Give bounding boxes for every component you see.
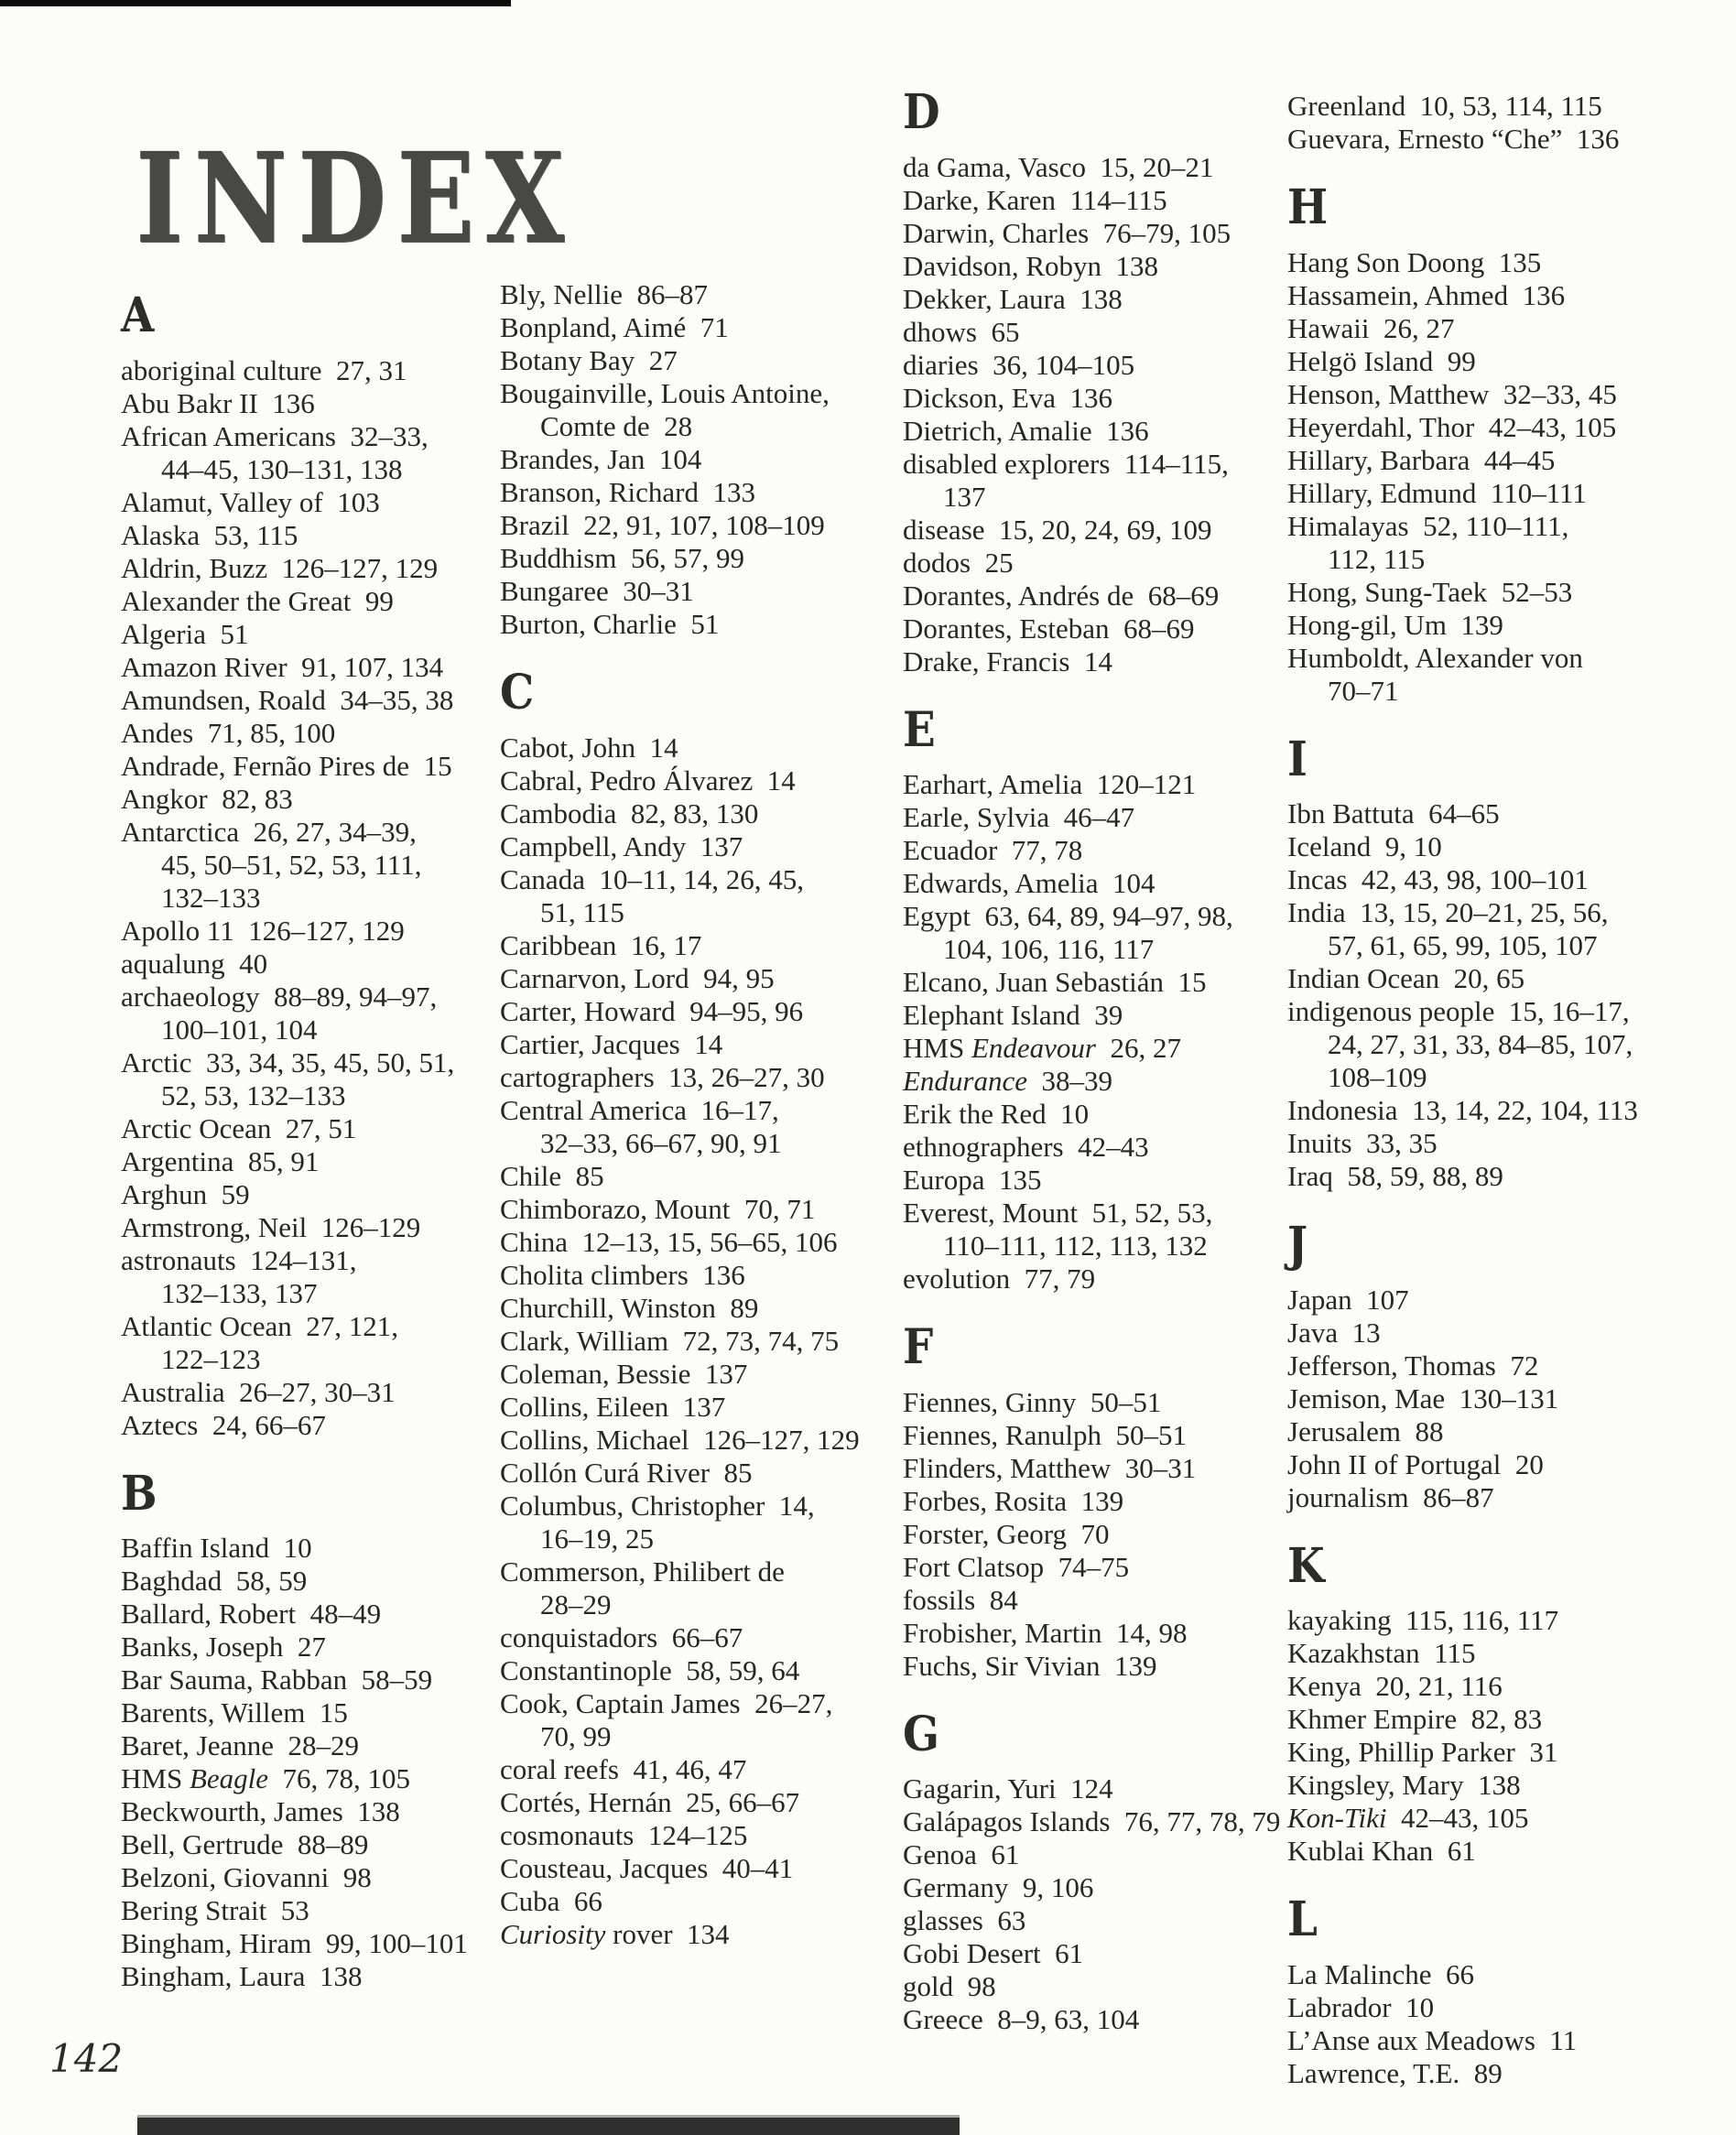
index-entry: Bly, Nellie 86–87 <box>500 278 709 310</box>
index-entry: Everest, Mount 51, 52, 53, 110–111, 112, 113, 132 <box>903 1197 1213 1263</box>
index-entry: dhows 65 <box>903 315 1020 348</box>
index-entry: China 12–13, 15, 56–65, 106 <box>500 1225 838 1258</box>
index-entry: Algeria 51 <box>121 617 249 650</box>
index-entry: ethnographers 42–43 <box>903 1131 1149 1164</box>
index-entry: Cartier, Jacques 14 <box>500 1027 723 1060</box>
index-entry: Jerusalem 88 <box>1287 1414 1444 1447</box>
index-entry: Khmer Empire 82, 83 <box>1287 1703 1543 1736</box>
index-entry: HMS Endeavour 26, 27 <box>903 1032 1181 1065</box>
index-entry: Kon-Tiki 42–43, 105 <box>1287 1802 1529 1835</box>
index-entry: Indian Ocean 20, 65 <box>1287 962 1525 995</box>
index-entry: Erik the Red 10 <box>903 1098 1090 1131</box>
index-entry: Bonpland, Aimé 71 <box>500 311 729 343</box>
index-entry: Branson, Richard 133 <box>500 476 755 508</box>
section-letter-e: E <box>903 701 936 758</box>
index-entry: Fuchs, Sir Vivian 139 <box>903 1649 1157 1682</box>
index-entry: Cabot, John 14 <box>500 731 678 764</box>
index-entry: Apollo 11 126–127, 129 <box>121 914 405 947</box>
index-entry: Dekker, Laura 138 <box>903 282 1123 315</box>
index-entry: Collón Curá River 85 <box>500 1456 753 1489</box>
index-entry: aboriginal culture 27, 31 <box>121 353 407 386</box>
index-column-3 <box>903 84 1306 2036</box>
index-column-2 <box>500 278 914 1951</box>
index-entry: Banks, Joseph 27 <box>121 1631 326 1664</box>
index-entry: Cortés, Hernán 25, 66–67 <box>500 1785 800 1818</box>
index-entry: Abu Bakr II 136 <box>121 386 315 419</box>
index-column-4 <box>1287 90 1732 2090</box>
index-entry: Collins, Eileen 137 <box>500 1390 726 1423</box>
index-entry: Beckwourth, James 138 <box>121 1795 400 1828</box>
section-letter-a: A <box>121 287 155 343</box>
index-entry: Brandes, Jan 104 <box>500 443 702 475</box>
index-entry: Andrade, Fernão Pires de 15 <box>121 749 452 782</box>
index-entry: Dickson, Eva 136 <box>903 381 1113 414</box>
index-entry: disabled explorers 114–115, 137 <box>903 447 1229 513</box>
index-entry: Cambodia 82, 83, 130 <box>500 797 759 829</box>
index-entry: Himalayas 52, 110–111, 112, 115 <box>1287 509 1569 575</box>
index-entry: Germany 9, 106 <box>903 1871 1094 1904</box>
index-entry: Drake, Francis 14 <box>903 645 1112 677</box>
index-entry: Alamut, Valley of 103 <box>121 485 380 518</box>
index-entry: aqualung 40 <box>121 947 268 980</box>
index-entry: Dorantes, Andrés de 68–69 <box>903 579 1220 612</box>
page-scan-edge-bottom <box>137 2115 960 2135</box>
index-entry: Clark, William 72, 73, 74, 75 <box>500 1324 840 1357</box>
index-entry: Henson, Matthew 32–33, 45 <box>1287 377 1617 410</box>
index-entry: Chile 85 <box>500 1159 604 1192</box>
index-entry: Australia 26–27, 30–31 <box>121 1375 396 1408</box>
index-entry: Buddhism 56, 57, 99 <box>500 542 744 574</box>
index-entry: Alaska 53, 115 <box>121 518 298 551</box>
index-entry: Incas 42, 43, 98, 100–101 <box>1287 863 1589 896</box>
index-entry: Cholita climbers 136 <box>500 1258 745 1291</box>
section-letter-b: B <box>121 1465 157 1522</box>
index-entry: Greece 8–9, 63, 104 <box>903 2003 1140 2036</box>
index-entry: Aztecs 24, 66–67 <box>121 1408 326 1441</box>
index-entry: Columbus, Christopher 14, 16–19, 25 <box>500 1489 815 1555</box>
index-entry: astronauts 124–131, 132–133, 137 <box>121 1243 357 1309</box>
index-entry: Campbell, Andy 137 <box>500 829 743 862</box>
index-entry: Arctic 33, 34, 35, 45, 50, 51, 52, 53, 132–133 <box>121 1046 455 1111</box>
index-entry: gold 98 <box>903 1970 996 2003</box>
index-entry: Japan 107 <box>1287 1283 1409 1316</box>
index-entry: India 13, 15, 20–21, 25, 56, 57, 61, 65, 99, 105, 107 <box>1287 896 1609 962</box>
index-entry: Collins, Michael 126–127, 129 <box>500 1423 860 1456</box>
index-entry: Dorantes, Esteban 68–69 <box>903 612 1195 645</box>
index-entry: Baghdad 58, 59 <box>121 1565 308 1598</box>
index-entry: Darke, Karen 114–115 <box>903 183 1167 216</box>
index-entry: Hong, Sung-Taek 52–53 <box>1287 575 1573 608</box>
index-entry: Coleman, Bessie 137 <box>500 1357 748 1390</box>
index-entry: Bar Sauma, Rabban 58–59 <box>121 1664 433 1696</box>
page-scan-edge-top <box>0 0 511 6</box>
index-entry: conquistadors 66–67 <box>500 1620 743 1653</box>
index-entry: Commerson, Philibert de 28–29 <box>500 1555 785 1620</box>
index-entry: Atlantic Ocean 27, 121, 122–123 <box>121 1309 399 1375</box>
index-entry: Java 13 <box>1287 1316 1381 1349</box>
index-entry: Canada 10–11, 14, 26, 45, 51, 115 <box>500 862 805 928</box>
index-entry: Kingsley, Mary 138 <box>1287 1769 1521 1802</box>
index-column-1 <box>121 287 520 1993</box>
index-entry: Iraq 58, 59, 88, 89 <box>1287 1160 1503 1193</box>
index-entry: Lawrence, T.E. 89 <box>1287 2056 1503 2089</box>
index-entry: Earhart, Amelia 120–121 <box>903 768 1197 801</box>
index-entry: disease 15, 20, 24, 69, 109 <box>903 513 1212 546</box>
index-entry: glasses 63 <box>903 1904 1026 1937</box>
index-entry: Ballard, Robert 48–49 <box>121 1598 382 1631</box>
index-entry: Hang Son Doong 135 <box>1287 245 1542 278</box>
section-letter-f: F <box>903 1319 934 1376</box>
index-entry: Arctic Ocean 27, 51 <box>121 1111 357 1144</box>
index-entry: Labrador 10 <box>1287 1990 1435 2023</box>
index-entry: kayaking 115, 116, 117 <box>1287 1604 1559 1637</box>
index-entry: Genoa 61 <box>903 1838 1020 1871</box>
index-entry: Carnarvon, Lord 94, 95 <box>500 961 775 994</box>
index-entry: Curiosity rover 134 <box>500 1917 730 1950</box>
section-letter-c: C <box>500 665 535 721</box>
index-entry: cosmonauts 124–125 <box>500 1818 748 1851</box>
index-entry: Inuits 33, 35 <box>1287 1127 1438 1160</box>
index-entry: Cabral, Pedro Álvarez 14 <box>500 764 796 797</box>
section-letter-d: D <box>903 84 940 140</box>
index-entry: indigenous people 15, 16–17, 24, 27, 31, 33, 84–85, 107, 108–109 <box>1287 995 1633 1094</box>
index-entry: Flinders, Matthew 30–31 <box>903 1451 1197 1484</box>
index-entry: Davidson, Robyn 138 <box>903 249 1158 282</box>
index-entry: King, Phillip Parker 31 <box>1287 1736 1558 1769</box>
index-entry: dodos 25 <box>903 546 1014 579</box>
index-entry: Europa 135 <box>903 1164 1042 1197</box>
index-entry: Bell, Gertrude 88–89 <box>121 1828 369 1861</box>
index-entry: Kazakhstan 115 <box>1287 1637 1476 1670</box>
index-entry: Endurance 38–39 <box>903 1065 1113 1098</box>
index-entry: Caribbean 16, 17 <box>500 928 702 961</box>
page-title: INDEX <box>136 125 575 273</box>
index-entry: Baret, Jeanne 28–29 <box>121 1729 359 1762</box>
index-entry: archaeology 88–89, 94–97, 100–101, 104 <box>121 980 438 1046</box>
index-entry: journalism 86–87 <box>1287 1480 1494 1513</box>
index-entry: Fort Clatsop 74–75 <box>903 1550 1130 1583</box>
index-entry: diaries 36, 104–105 <box>903 348 1135 381</box>
index-entry: Humboldt, Alexander von 70–71 <box>1287 641 1583 707</box>
index-entry: Bungaree 30–31 <box>500 575 694 607</box>
index-entry: Jemison, Mae 130–131 <box>1287 1382 1559 1414</box>
index-entry: HMS Beagle 76, 78, 105 <box>121 1762 411 1795</box>
index-entry: La Malinche 66 <box>1287 1957 1475 1990</box>
index-entry: Hillary, Edmund 110–111 <box>1287 476 1587 509</box>
index-entry: Brazil 22, 91, 107, 108–109 <box>500 509 825 541</box>
index-entry: Amundsen, Roald 34–35, 38 <box>121 683 454 716</box>
index-entry: Bougainville, Louis Antoine, Comte de 28 <box>500 377 830 442</box>
index-entry: fossils 84 <box>903 1583 1018 1616</box>
index-entry: Baffin Island 10 <box>121 1532 312 1565</box>
index-entry: Angkor 82, 83 <box>121 782 293 815</box>
index-entry: Gagarin, Yuri 124 <box>903 1772 1113 1805</box>
index-entry: Amazon River 91, 107, 134 <box>121 650 444 683</box>
index-entry: John II of Portugal 20 <box>1287 1447 1544 1480</box>
index-entry: Carter, Howard 94–95, 96 <box>500 994 804 1027</box>
index-entry: Cuba 66 <box>500 1884 602 1917</box>
index-entry: L’Anse aux Meadows 11 <box>1287 2023 1578 2056</box>
index-entry: Belzoni, Giovanni 98 <box>121 1861 372 1894</box>
index-entry: evolution 77, 79 <box>903 1263 1096 1295</box>
index-entry: Bingham, Laura 138 <box>121 1960 363 1993</box>
index-entry: Andes 71, 85, 100 <box>121 716 336 749</box>
index-entry: Aldrin, Buzz 126–127, 129 <box>121 551 439 584</box>
page-number: 142 <box>49 2036 124 2081</box>
section-letter-l: L <box>1287 1891 1318 1948</box>
section-letter-g: G <box>903 1706 939 1762</box>
index-entry: Egypt 63, 64, 89, 94–97, 98, 104, 106, 116, 117 <box>903 900 1233 966</box>
section-letter-i: I <box>1287 731 1307 787</box>
index-entry: Dietrich, Amalie 136 <box>903 414 1149 447</box>
index-entry: Burton, Charlie 51 <box>500 608 720 640</box>
index-entry: Darwin, Charles 76–79, 105 <box>903 216 1231 249</box>
index-entry: Alexander the Great 99 <box>121 584 394 617</box>
index-entry: Galápagos Islands 76, 77, 78, 79 <box>903 1805 1281 1838</box>
index-entry: coral reefs 41, 46, 47 <box>500 1752 747 1785</box>
index-entry: Frobisher, Martin 14, 98 <box>903 1616 1188 1649</box>
index-entry: Bingham, Hiram 99, 100–101 <box>121 1927 468 1960</box>
index-entry: Constantinople 58, 59, 64 <box>500 1653 800 1686</box>
section-letter-j: J <box>1287 1217 1308 1273</box>
index-entry: Fiennes, Ginny 50–51 <box>903 1385 1162 1418</box>
index-entry: Hong-gil, Um 139 <box>1287 608 1503 641</box>
index-entry: Helgö Island 99 <box>1287 344 1476 377</box>
index-entry: Chimborazo, Mount 70, 71 <box>500 1192 816 1225</box>
index-entry: Hassamein, Ahmed 136 <box>1287 278 1566 311</box>
index-entry: Ibn Battuta 64–65 <box>1287 797 1500 830</box>
index-entry: Churchill, Winston 89 <box>500 1291 759 1324</box>
index-entry: Greenland 10, 53, 114, 115 <box>1287 90 1602 122</box>
index-entry: Botany Bay 27 <box>500 344 678 376</box>
index-entry: Antarctica 26, 27, 34–39, 45, 50–51, 52, 53, 111, 132–133 <box>121 815 422 914</box>
index-entry: Fiennes, Ranulph 50–51 <box>903 1418 1187 1451</box>
index-entry: Forster, Georg 70 <box>903 1517 1110 1550</box>
index-entry: Gobi Desert 61 <box>903 1937 1084 1970</box>
index-entry: Iceland 9, 10 <box>1287 830 1442 863</box>
index-entry: Hawaii 26, 27 <box>1287 311 1455 344</box>
index-entry: cartographers 13, 26–27, 30 <box>500 1060 825 1093</box>
section-letter-h: H <box>1287 179 1329 235</box>
index-entry: Arghun 59 <box>121 1177 250 1210</box>
index-entry: Bering Strait 53 <box>121 1894 309 1927</box>
index-entry: Jefferson, Thomas 72 <box>1287 1349 1539 1382</box>
index-entry: da Gama, Vasco 15, 20–21 <box>903 150 1214 183</box>
index-entry: Armstrong, Neil 126–129 <box>121 1210 421 1243</box>
index-entry: Forbes, Rosita 139 <box>903 1484 1124 1517</box>
index-entry: Kenya 20, 21, 116 <box>1287 1670 1503 1703</box>
index-entry: Barents, Willem 15 <box>121 1696 348 1729</box>
section-letter-k: K <box>1287 1537 1325 1594</box>
index-entry: Ecuador 77, 78 <box>903 834 1083 867</box>
index-entry: Kublai Khan 61 <box>1287 1835 1476 1868</box>
index-entry: Central America 16–17, 32–33, 66–67, 90, 91 <box>500 1093 782 1159</box>
index-entry: Heyerdahl, Thor 42–43, 105 <box>1287 410 1617 443</box>
index-entry: Argentina 85, 91 <box>121 1144 320 1177</box>
index-entry: Elephant Island 39 <box>903 999 1123 1032</box>
index-entry: Earle, Sylvia 46–47 <box>903 801 1135 834</box>
index-entry: Elcano, Juan Sebastián 15 <box>903 966 1207 999</box>
index-entry: Hillary, Barbara 44–45 <box>1287 443 1556 476</box>
index-entry: Indonesia 13, 14, 22, 104, 113 <box>1287 1094 1638 1127</box>
index-entry: Cousteau, Jacques 40–41 <box>500 1851 794 1884</box>
index-entry: Cook, Captain James 26–27, 70, 99 <box>500 1686 833 1752</box>
index-entry: Edwards, Amelia 104 <box>903 867 1156 900</box>
index-entry: African Americans 32–33, 44–45, 130–131, 138 <box>121 419 429 485</box>
index-entry: Guevara, Ernesto “Che” 136 <box>1287 123 1620 155</box>
